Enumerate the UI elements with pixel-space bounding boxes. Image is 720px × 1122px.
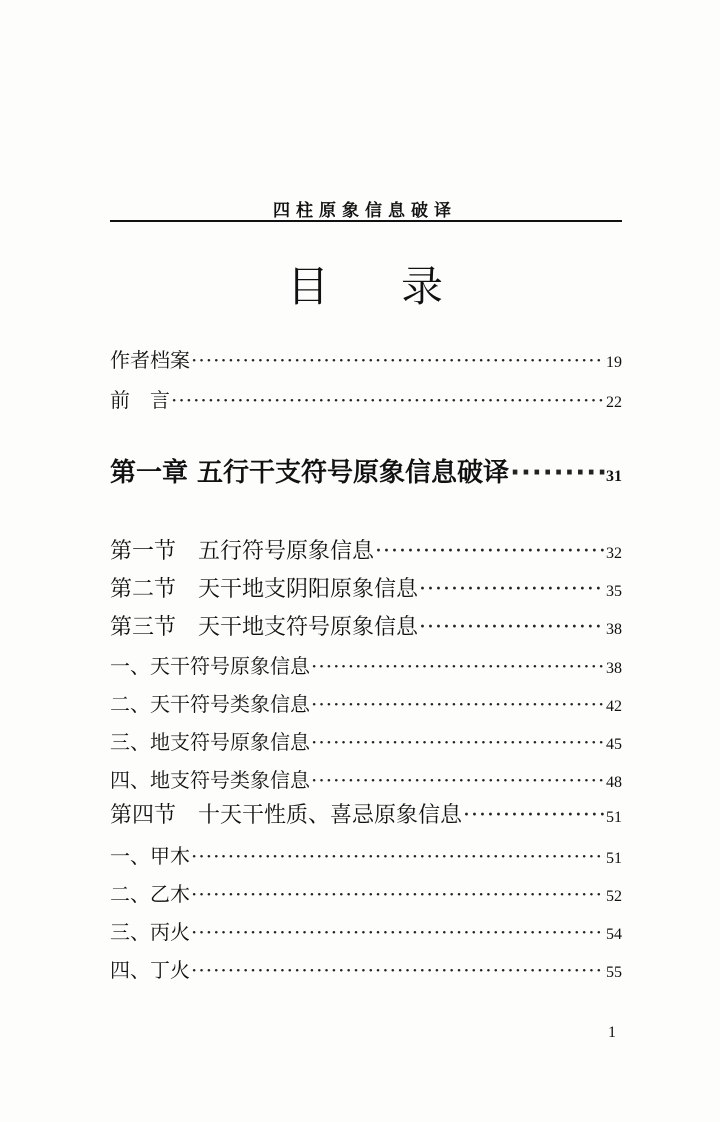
dot-leader (311, 730, 605, 754)
page-title (110, 254, 620, 314)
toc-label: 一、天干符号原象信息 (110, 654, 310, 678)
dot-leader (171, 388, 605, 412)
toc-page-number: 19 (606, 354, 622, 371)
toc-item-entry[interactable] (110, 688, 622, 717)
toc-page-number: 55 (606, 964, 622, 981)
dot-leader (191, 920, 605, 944)
dot-leader (191, 882, 605, 906)
toc-label: 一、甲木 (110, 844, 190, 868)
toc-label: 第三节 天干地支符号原象信息 (110, 615, 419, 640)
toc-item-entry[interactable] (110, 650, 622, 679)
toc-item-entry[interactable] (110, 764, 622, 793)
toc-item-entry[interactable] (110, 954, 622, 983)
toc-label: 四、地支符号类象信息 (110, 768, 310, 792)
dot-leader (191, 844, 605, 868)
toc-chapter-entry[interactable] (110, 452, 622, 489)
toc-section-entry[interactable] (110, 798, 622, 829)
toc-label: 四、丁火 (110, 958, 190, 982)
toc-label: 第一节 五行符号原象信息 (110, 539, 375, 564)
toc-item-entry[interactable] (110, 726, 622, 755)
dot-leader (191, 958, 605, 982)
toc-label: 前 言 (110, 388, 170, 412)
toc-section-entry[interactable] (110, 572, 622, 603)
toc-page-number: 38 (606, 660, 622, 677)
toc-label: 二、乙木 (110, 882, 190, 906)
dot-leader (510, 458, 605, 488)
toc-entry[interactable] (110, 384, 622, 413)
toc-page-number: 51 (606, 809, 622, 826)
toc-item-entry[interactable] (110, 840, 622, 869)
page-number: 1 (608, 1024, 616, 1041)
toc-label: 三、丙火 (110, 920, 190, 944)
toc-page-number: 51 (606, 850, 622, 867)
toc-page-number: 54 (606, 926, 622, 943)
toc-label: 二、天干符号类象信息 (110, 692, 310, 716)
page-title-char-1: 目 (286, 262, 329, 311)
toc-label: 第四节 十天干性质、喜忌原象信息 (110, 803, 463, 828)
dot-leader (191, 348, 605, 372)
page-title-char-2: 录 (401, 262, 444, 311)
toc-section-entry[interactable] (110, 610, 622, 641)
toc-page-number: 52 (606, 888, 622, 905)
dot-leader (311, 692, 605, 716)
toc-label: 作者档案 (110, 348, 190, 372)
dot-leader (311, 768, 605, 792)
toc-label: 三、地支符号原象信息 (110, 730, 310, 754)
toc-page-number: 35 (606, 583, 622, 600)
dot-leader (463, 803, 605, 828)
toc-page-number: 48 (606, 774, 622, 791)
dot-leader (375, 539, 605, 564)
toc-page-number: 32 (606, 545, 622, 562)
toc-item-entry[interactable] (110, 878, 622, 907)
toc-page-number: 42 (606, 698, 622, 715)
toc-section-entry[interactable] (110, 534, 622, 565)
dot-leader (311, 654, 605, 678)
toc-page-number: 22 (606, 394, 622, 411)
running-head: 四柱原象信息破译 (273, 201, 457, 221)
toc-page-number: 31 (606, 468, 622, 485)
dot-leader (419, 577, 605, 602)
toc-page-number: 45 (606, 736, 622, 753)
dot-leader (419, 615, 605, 640)
toc-label: 第二节 天干地支阴阳原象信息 (110, 577, 419, 602)
toc-page-number: 38 (606, 621, 622, 638)
header-rule (110, 220, 622, 222)
toc-item-entry[interactable] (110, 916, 622, 945)
toc-entry[interactable] (110, 344, 622, 373)
toc-label: 第一章 五行干支符号原象信息破译 (110, 458, 510, 488)
